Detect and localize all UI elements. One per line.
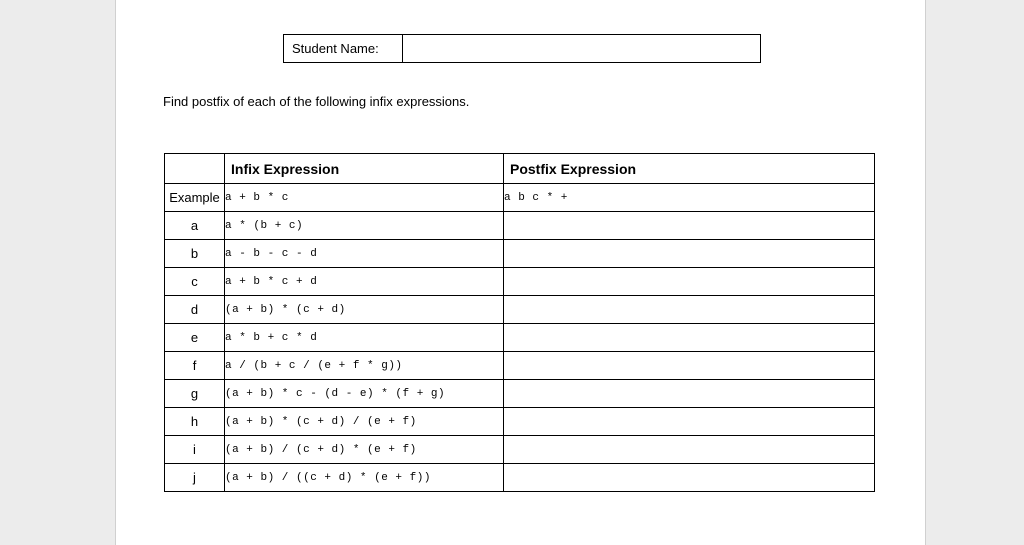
table-row bbox=[165, 464, 875, 492]
row-label: e bbox=[165, 324, 225, 352]
table-row bbox=[165, 296, 875, 324]
infix-cell: a * (b + c) bbox=[225, 212, 504, 240]
row-label: Example bbox=[165, 184, 225, 212]
infix-cell: (a + b) * c - (d - e) * (f + g) bbox=[225, 380, 504, 408]
table-row bbox=[165, 436, 875, 464]
row-label: g bbox=[165, 380, 225, 408]
postfix-cell[interactable] bbox=[504, 240, 875, 268]
header-postfix: Postfix Expression bbox=[504, 154, 875, 184]
table-row bbox=[165, 184, 875, 212]
row-label: i bbox=[165, 436, 225, 464]
postfix-cell[interactable] bbox=[504, 408, 875, 436]
document-page bbox=[115, 0, 926, 545]
header-infix: Infix Expression bbox=[225, 154, 504, 184]
table-row bbox=[165, 240, 875, 268]
row-label: j bbox=[165, 464, 225, 492]
table-row bbox=[165, 268, 875, 296]
table-row bbox=[165, 352, 875, 380]
expression-table bbox=[164, 153, 875, 492]
row-label: c bbox=[165, 268, 225, 296]
table-row bbox=[165, 380, 875, 408]
infix-cell: (a + b) * (c + d) bbox=[225, 296, 504, 324]
student-name-label: Student Name: bbox=[284, 35, 403, 62]
infix-cell: a / (b + c / (e + f * g)) bbox=[225, 352, 504, 380]
row-label: a bbox=[165, 212, 225, 240]
infix-cell: (a + b) / ((c + d) * (e + f)) bbox=[225, 464, 504, 492]
postfix-cell: a b c * + bbox=[504, 184, 875, 212]
postfix-cell[interactable] bbox=[504, 296, 875, 324]
postfix-cell[interactable] bbox=[504, 464, 875, 492]
infix-cell: a + b * c bbox=[225, 184, 504, 212]
infix-cell: (a + b) * (c + d) / (e + f) bbox=[225, 408, 504, 436]
postfix-cell[interactable] bbox=[504, 212, 875, 240]
postfix-cell[interactable] bbox=[504, 324, 875, 352]
row-label: h bbox=[165, 408, 225, 436]
student-name-field[interactable] bbox=[403, 35, 760, 62]
student-name-box bbox=[283, 34, 761, 63]
instruction-text: Find postfix of each of the following infix expressions. bbox=[163, 94, 470, 109]
postfix-cell[interactable] bbox=[504, 352, 875, 380]
header-label-cell bbox=[165, 154, 225, 184]
table-row bbox=[165, 408, 875, 436]
table-row bbox=[165, 212, 875, 240]
row-label: f bbox=[165, 352, 225, 380]
postfix-cell[interactable] bbox=[504, 436, 875, 464]
infix-cell: a + b * c + d bbox=[225, 268, 504, 296]
postfix-cell[interactable] bbox=[504, 268, 875, 296]
infix-cell: (a + b) / (c + d) * (e + f) bbox=[225, 436, 504, 464]
postfix-cell[interactable] bbox=[504, 380, 875, 408]
infix-cell: a * b + c * d bbox=[225, 324, 504, 352]
row-label: b bbox=[165, 240, 225, 268]
row-label: d bbox=[165, 296, 225, 324]
table-header-row bbox=[165, 154, 875, 184]
infix-cell: a - b - c - d bbox=[225, 240, 504, 268]
table-row bbox=[165, 324, 875, 352]
